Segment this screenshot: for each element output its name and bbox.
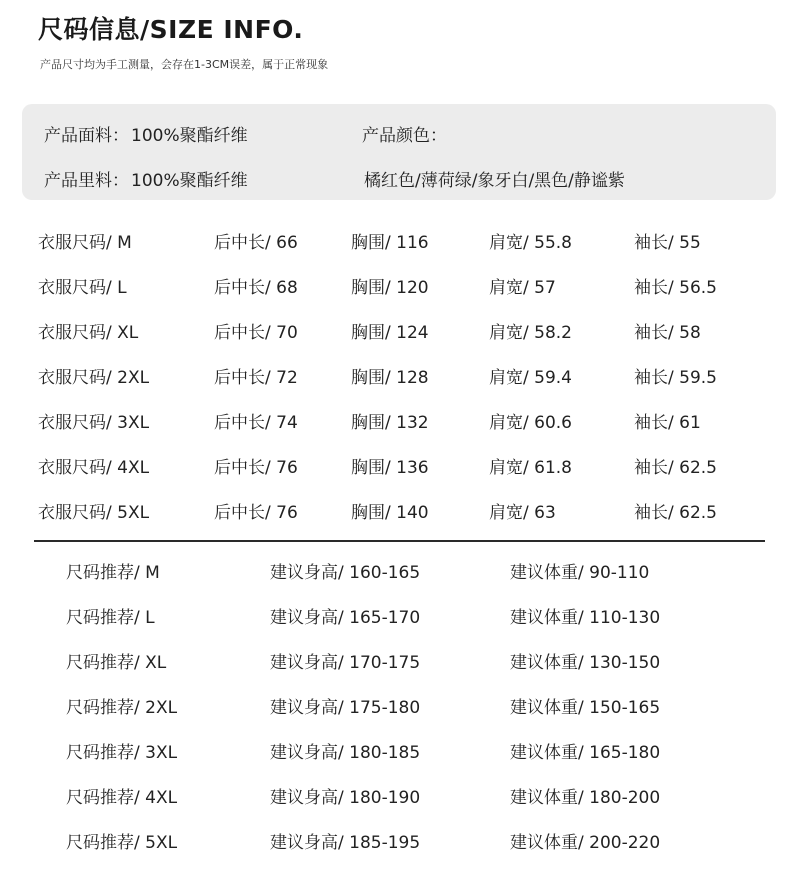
rec-height-cell: 建议身高/ 180-185 [270, 743, 421, 763]
size-row [0, 408, 790, 438]
size-row [0, 363, 790, 393]
product-info-panel [22, 104, 776, 200]
chest-cell: 胸围/ 116 [351, 233, 429, 253]
lining-value: 100%聚酯纤维 [131, 171, 248, 191]
shoulder-cell: 肩宽/ 61.8 [489, 458, 572, 478]
sleeve-cell: 袖长/ 55 [634, 233, 701, 253]
page-title: 尺码信息/SIZE INFO. [38, 15, 304, 44]
length-cell: 后中长/ 70 [214, 323, 298, 343]
shoulder-cell: 肩宽/ 59.4 [489, 368, 572, 388]
color-label: 产品颜色： [362, 126, 447, 146]
chest-cell: 胸围/ 132 [351, 413, 429, 433]
rec-size-cell: 尺码推荐/ 2XL [66, 698, 178, 718]
sleeve-cell: 袖长/ 56.5 [634, 278, 717, 298]
rec-size-cell: 尺码推荐/ M [66, 563, 160, 583]
rec-weight-cell: 建议体重/ 90-110 [510, 563, 650, 583]
rec-weight-cell: 建议体重/ 165-180 [510, 743, 661, 763]
rec-height-cell: 建议身高/ 175-180 [270, 698, 421, 718]
sleeve-cell: 袖长/ 59.5 [634, 368, 717, 388]
fabric-value: 100%聚酯纤维 [131, 126, 248, 146]
rec-weight-cell: 建议体重/ 200-220 [510, 833, 661, 853]
size-row [0, 453, 790, 483]
rec-height-cell: 建议身高/ 160-165 [270, 563, 421, 583]
color-info [362, 121, 447, 146]
shoulder-cell: 肩宽/ 60.6 [489, 413, 572, 433]
shoulder-cell: 肩宽/ 57 [489, 278, 556, 298]
sleeve-cell: 袖长/ 58 [634, 323, 701, 343]
rec-height-cell: 建议身高/ 170-175 [270, 653, 421, 673]
sleeve-cell: 袖长/ 62.5 [634, 458, 717, 478]
chest-cell: 胸围/ 136 [351, 458, 429, 478]
fabric-info [44, 121, 248, 146]
rec-weight-cell: 建议体重/ 180-200 [510, 788, 661, 808]
chest-cell: 胸围/ 124 [351, 323, 429, 343]
length-cell: 后中长/ 76 [214, 458, 298, 478]
recommendation-row [0, 783, 790, 813]
length-cell: 后中长/ 76 [214, 503, 298, 523]
size-cell: 衣服尺码/ 3XL [38, 413, 150, 433]
size-row [0, 318, 790, 348]
section-divider [34, 540, 765, 542]
sleeve-cell: 袖长/ 62.5 [634, 503, 717, 523]
fabric-label: 产品面料： [44, 126, 129, 146]
size-cell: 衣服尺码/ 4XL [38, 458, 150, 478]
size-cell: 衣服尺码/ 5XL [38, 503, 150, 523]
recommendation-row [0, 558, 790, 588]
sleeve-cell: 袖长/ 61 [634, 413, 701, 433]
shoulder-cell: 肩宽/ 63 [489, 503, 556, 523]
length-cell: 后中长/ 72 [214, 368, 298, 388]
recommendation-row [0, 693, 790, 723]
rec-height-cell: 建议身高/ 180-190 [270, 788, 421, 808]
recommendation-row [0, 828, 790, 858]
color-values [362, 166, 625, 191]
rec-size-cell: 尺码推荐/ XL [66, 653, 167, 673]
size-row [0, 498, 790, 528]
color-value: 橘红色/薄荷绿/象牙白/黑色/静谧紫 [364, 171, 625, 191]
recommendation-row [0, 603, 790, 633]
lining-label: 产品里料： [44, 171, 129, 191]
size-cell: 衣服尺码/ XL [38, 323, 139, 343]
rec-size-cell: 尺码推荐/ 3XL [66, 743, 178, 763]
length-cell: 后中长/ 68 [214, 278, 298, 298]
rec-size-cell: 尺码推荐/ L [66, 608, 155, 628]
recommendation-row [0, 648, 790, 678]
length-cell: 后中长/ 74 [214, 413, 298, 433]
rec-height-cell: 建议身高/ 165-170 [270, 608, 421, 628]
size-cell: 衣服尺码/ M [38, 233, 132, 253]
rec-height-cell: 建议身高/ 185-195 [270, 833, 421, 853]
rec-weight-cell: 建议体重/ 130-150 [510, 653, 661, 673]
size-row [0, 273, 790, 303]
rec-weight-cell: 建议体重/ 110-130 [510, 608, 661, 628]
rec-weight-cell: 建议体重/ 150-165 [510, 698, 661, 718]
rec-size-cell: 尺码推荐/ 4XL [66, 788, 178, 808]
recommendation-row [0, 738, 790, 768]
shoulder-cell: 肩宽/ 55.8 [489, 233, 572, 253]
size-row [0, 228, 790, 258]
length-cell: 后中长/ 66 [214, 233, 298, 253]
rec-size-cell: 尺码推荐/ 5XL [66, 833, 178, 853]
shoulder-cell: 肩宽/ 58.2 [489, 323, 572, 343]
chest-cell: 胸围/ 140 [351, 503, 429, 523]
lining-info [44, 166, 248, 191]
chest-cell: 胸围/ 128 [351, 368, 429, 388]
size-cell: 衣服尺码/ 2XL [38, 368, 150, 388]
chest-cell: 胸围/ 120 [351, 278, 429, 298]
size-cell: 衣服尺码/ L [38, 278, 127, 298]
measurement-note: 产品尺寸均为手工测量，会存在1-3CM误差，属于正常现象 [40, 58, 329, 71]
